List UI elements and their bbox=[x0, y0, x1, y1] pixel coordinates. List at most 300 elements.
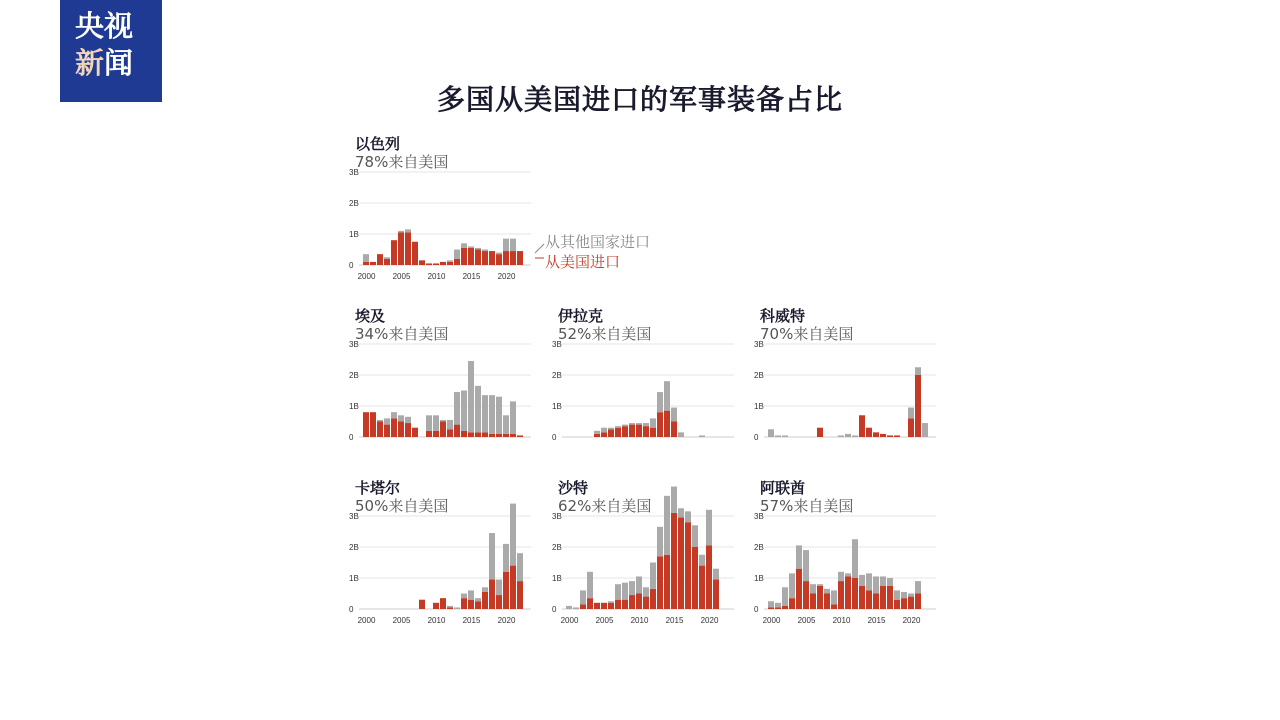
bar-us bbox=[489, 434, 495, 437]
bar-us bbox=[489, 251, 495, 265]
x-tick-label: 2015 bbox=[867, 616, 886, 625]
bar-other bbox=[468, 590, 474, 599]
y-tick-label: 1B bbox=[552, 402, 562, 411]
bar-other bbox=[657, 527, 663, 556]
bar-us bbox=[412, 242, 418, 265]
logo-line-2 bbox=[75, 45, 162, 82]
bar-us bbox=[594, 603, 600, 609]
bar-us bbox=[873, 432, 879, 437]
bar-us bbox=[503, 572, 509, 609]
bar-other bbox=[713, 569, 719, 580]
bar-other bbox=[866, 573, 872, 590]
bar-other bbox=[398, 415, 404, 421]
y-tick-label: 3B bbox=[349, 512, 359, 521]
x-tick-label: 2020 bbox=[902, 616, 921, 625]
bar-us bbox=[468, 248, 474, 265]
y-tick-label: 0 bbox=[349, 605, 354, 614]
bar-us bbox=[447, 429, 453, 437]
bar-us bbox=[887, 435, 893, 437]
bar-us bbox=[608, 429, 614, 437]
bar-us bbox=[636, 594, 642, 610]
bar-other bbox=[782, 435, 788, 437]
chart-subtitle: 62%来自美国 bbox=[558, 497, 652, 515]
bar-us bbox=[419, 260, 425, 265]
bar-us bbox=[671, 513, 677, 609]
bar-other bbox=[782, 587, 788, 606]
x-tick-label: 2000 bbox=[560, 616, 579, 625]
bar-us bbox=[412, 428, 418, 437]
bar-other bbox=[454, 250, 460, 259]
bar-us bbox=[405, 423, 411, 437]
x-tick-label: 2010 bbox=[427, 616, 446, 625]
bar-other bbox=[496, 397, 502, 434]
bar-other bbox=[838, 435, 844, 437]
chart-subtitle: 34%来自美国 bbox=[355, 325, 449, 343]
bar-other bbox=[433, 415, 439, 431]
chart-panel bbox=[552, 305, 748, 465]
y-tick-label: 1B bbox=[552, 574, 562, 583]
bar-other bbox=[887, 578, 893, 586]
bar-other bbox=[636, 423, 642, 425]
chart-title: 阿联酋 bbox=[760, 479, 806, 497]
bar-us bbox=[391, 240, 397, 265]
bar-us bbox=[517, 435, 523, 437]
bar-us bbox=[363, 262, 369, 265]
bar-other bbox=[447, 606, 453, 608]
bar-other bbox=[789, 573, 795, 598]
bar-other bbox=[391, 412, 397, 418]
y-tick-label: 3B bbox=[349, 340, 359, 349]
bar-other bbox=[817, 584, 823, 586]
bar-other bbox=[468, 246, 474, 248]
bar-other bbox=[699, 555, 705, 566]
x-tick-label: 2020 bbox=[497, 272, 516, 281]
bar-other bbox=[454, 607, 460, 609]
bar-us bbox=[461, 431, 467, 437]
bar-us bbox=[398, 232, 404, 265]
bar-us bbox=[433, 263, 439, 265]
y-tick-label: 2B bbox=[349, 543, 359, 552]
bar-us bbox=[866, 428, 872, 437]
bar-other bbox=[685, 511, 691, 522]
bar-us bbox=[496, 595, 502, 609]
bar-other bbox=[608, 428, 614, 430]
bar-other bbox=[650, 418, 656, 427]
bar-us bbox=[447, 262, 453, 265]
y-tick-label: 0 bbox=[552, 433, 557, 442]
bar-other bbox=[503, 544, 509, 572]
bar-us bbox=[859, 415, 865, 437]
bar-us bbox=[594, 434, 600, 437]
chart-subtitle: 78%来自美国 bbox=[355, 153, 449, 171]
bar-other bbox=[650, 563, 656, 589]
bar-us bbox=[608, 603, 614, 609]
bar-other bbox=[461, 594, 467, 599]
bar-us bbox=[775, 607, 781, 609]
bar-us bbox=[377, 254, 383, 265]
bar-other bbox=[901, 592, 907, 598]
bar-us bbox=[664, 555, 670, 609]
bar-us bbox=[908, 418, 914, 437]
bar-us bbox=[440, 262, 446, 265]
bar-other bbox=[922, 423, 928, 437]
bar-other bbox=[363, 254, 369, 262]
bar-us bbox=[859, 586, 865, 609]
x-tick-label: 2010 bbox=[832, 616, 851, 625]
bar-other bbox=[831, 590, 837, 604]
x-tick-label: 2010 bbox=[630, 616, 649, 625]
bar-us bbox=[475, 250, 481, 266]
bar-us bbox=[699, 566, 705, 609]
bar-us bbox=[433, 603, 439, 609]
bar-other bbox=[629, 423, 635, 425]
bar-other bbox=[398, 231, 404, 233]
bar-other bbox=[824, 589, 830, 594]
bar-us bbox=[706, 545, 712, 609]
bar-us bbox=[866, 590, 872, 609]
bar-other bbox=[587, 572, 593, 598]
bar-us bbox=[880, 586, 886, 609]
bar-us bbox=[908, 597, 914, 609]
bar-us bbox=[496, 254, 502, 265]
bar-us bbox=[587, 598, 593, 609]
bar-other bbox=[496, 580, 502, 596]
chart-panel bbox=[349, 305, 545, 465]
chart-title: 伊拉克 bbox=[558, 307, 604, 325]
chart-panel bbox=[349, 133, 545, 293]
bar-other bbox=[908, 408, 914, 419]
bar-other bbox=[468, 361, 474, 432]
bar-us bbox=[454, 425, 460, 437]
y-tick-label: 3B bbox=[552, 340, 562, 349]
bar-other bbox=[405, 229, 411, 232]
bar-us bbox=[384, 259, 390, 265]
legend-other-label: 从其他国家进口 bbox=[545, 233, 651, 251]
bar-us bbox=[915, 594, 921, 610]
bar-other bbox=[664, 496, 670, 555]
chart-title: 卡塔尔 bbox=[355, 479, 401, 497]
bar-us bbox=[601, 432, 607, 437]
bar-us bbox=[622, 600, 628, 609]
legend-us-label: 从美国进口 bbox=[545, 253, 621, 271]
bar-us bbox=[496, 434, 502, 437]
bar-us bbox=[838, 581, 844, 609]
bar-other bbox=[678, 432, 684, 437]
bar-us bbox=[782, 606, 788, 609]
bar-other bbox=[852, 539, 858, 578]
bar-us bbox=[503, 251, 509, 265]
bar-other bbox=[496, 253, 502, 255]
bar-us bbox=[447, 607, 453, 609]
y-tick-label: 0 bbox=[754, 605, 759, 614]
bar-us bbox=[370, 262, 376, 265]
x-tick-label: 2000 bbox=[762, 616, 781, 625]
bar-us bbox=[657, 412, 663, 437]
bar-us bbox=[363, 412, 369, 437]
bar-us bbox=[384, 425, 390, 437]
bar-other bbox=[580, 590, 586, 604]
bar-other bbox=[482, 395, 488, 432]
chart-subtitle: 50%来自美国 bbox=[355, 497, 449, 515]
bar-other bbox=[405, 417, 411, 423]
bar-other bbox=[643, 423, 649, 426]
bar-other bbox=[384, 418, 390, 424]
bar-us bbox=[510, 251, 516, 265]
bar-other bbox=[503, 415, 509, 434]
bar-us bbox=[643, 426, 649, 437]
bar-us bbox=[671, 422, 677, 438]
x-tick-label: 2000 bbox=[357, 272, 376, 281]
bar-us bbox=[370, 412, 376, 437]
bar-us bbox=[468, 600, 474, 609]
bar-other bbox=[699, 435, 705, 437]
y-tick-label: 0 bbox=[349, 433, 354, 442]
bar-other bbox=[489, 395, 495, 434]
bar-us bbox=[650, 428, 656, 437]
bar-other bbox=[678, 508, 684, 517]
bar-us bbox=[901, 598, 907, 609]
bar-us bbox=[803, 581, 809, 609]
bar-us bbox=[852, 578, 858, 609]
bar-us bbox=[915, 375, 921, 437]
bar-us bbox=[824, 594, 830, 610]
bar-chart bbox=[552, 340, 748, 459]
chart-title: 沙特 bbox=[558, 479, 589, 497]
y-tick-label: 2B bbox=[754, 543, 764, 552]
chart-title: 科威特 bbox=[760, 307, 806, 325]
bar-chart bbox=[349, 340, 545, 459]
bar-us bbox=[643, 597, 649, 609]
bar-us bbox=[475, 601, 481, 609]
y-tick-label: 2B bbox=[552, 543, 562, 552]
bar-other bbox=[796, 545, 802, 568]
bar-us bbox=[461, 598, 467, 609]
bar-other bbox=[517, 553, 523, 581]
bar-other bbox=[845, 573, 851, 576]
bar-us bbox=[454, 259, 460, 265]
bar-other bbox=[636, 576, 642, 593]
bar-other bbox=[768, 601, 774, 607]
bar-other bbox=[447, 260, 453, 262]
bar-us bbox=[887, 586, 893, 609]
bar-other bbox=[706, 510, 712, 546]
bar-us bbox=[405, 232, 411, 265]
chart-title: 以色列 bbox=[355, 135, 401, 153]
bar-us bbox=[768, 607, 774, 609]
y-tick-label: 3B bbox=[754, 512, 764, 521]
bar-us bbox=[636, 425, 642, 437]
bar-us bbox=[482, 432, 488, 437]
bar-other bbox=[384, 257, 390, 259]
bar-other bbox=[622, 583, 628, 600]
bar-us bbox=[629, 425, 635, 437]
bar-other bbox=[838, 572, 844, 581]
x-tick-label: 2005 bbox=[392, 616, 411, 625]
page-title: 多国从美国进口的军事装备占比 bbox=[436, 83, 843, 116]
bar-other bbox=[573, 607, 579, 609]
bar-us bbox=[796, 569, 802, 609]
bar-us bbox=[810, 594, 816, 610]
bar-us bbox=[789, 598, 795, 609]
y-tick-label: 0 bbox=[754, 433, 759, 442]
bar-us bbox=[713, 580, 719, 609]
bar-chart bbox=[349, 168, 545, 287]
bar-other bbox=[768, 429, 774, 437]
bar-other bbox=[510, 401, 516, 434]
bar-other bbox=[510, 239, 516, 251]
bar-us bbox=[664, 411, 670, 437]
bar-other bbox=[664, 381, 670, 410]
chart-panel bbox=[349, 477, 545, 637]
x-tick-label: 2005 bbox=[797, 616, 816, 625]
bar-other bbox=[775, 435, 781, 437]
bar-us bbox=[880, 434, 886, 437]
bar-other bbox=[475, 248, 481, 250]
y-tick-label: 3B bbox=[754, 340, 764, 349]
bar-other bbox=[810, 584, 816, 593]
bar-us bbox=[831, 604, 837, 609]
bar-us bbox=[510, 434, 516, 437]
bar-us bbox=[510, 566, 516, 609]
bar-us bbox=[678, 518, 684, 609]
bar-us bbox=[433, 431, 439, 437]
x-tick-label: 2015 bbox=[462, 272, 481, 281]
bar-other bbox=[489, 533, 495, 580]
bar-us bbox=[629, 595, 635, 609]
y-tick-label: 1B bbox=[349, 574, 359, 583]
bar-other bbox=[608, 601, 614, 603]
bar-other bbox=[629, 581, 635, 595]
bar-us bbox=[426, 431, 432, 437]
bar-other bbox=[454, 392, 460, 425]
bar-us bbox=[657, 556, 663, 609]
x-tick-label: 2015 bbox=[665, 616, 684, 625]
bar-other bbox=[915, 581, 921, 593]
x-tick-label: 2015 bbox=[462, 616, 481, 625]
chart-panel bbox=[754, 305, 950, 465]
bar-us bbox=[398, 422, 404, 438]
x-tick-label: 2005 bbox=[595, 616, 614, 625]
bar-chart bbox=[349, 512, 545, 631]
bar-us bbox=[615, 600, 621, 609]
bar-us bbox=[440, 598, 446, 609]
bar-other bbox=[803, 550, 809, 581]
bar-us bbox=[894, 600, 900, 609]
chart-subtitle: 52%来自美国 bbox=[558, 325, 652, 343]
bar-other bbox=[915, 367, 921, 375]
logo-line-1: 央视 bbox=[75, 9, 134, 43]
bar-us bbox=[817, 586, 823, 609]
y-tick-label: 3B bbox=[349, 168, 359, 177]
bar-us bbox=[601, 603, 607, 609]
bar-us bbox=[650, 589, 656, 609]
bar-other bbox=[615, 584, 621, 600]
x-tick-label: 2000 bbox=[357, 616, 376, 625]
bar-us bbox=[685, 522, 691, 609]
y-tick-label: 1B bbox=[349, 402, 359, 411]
bar-other bbox=[447, 420, 453, 429]
chart-panel bbox=[754, 477, 950, 637]
bar-chart bbox=[754, 512, 950, 631]
bar-us bbox=[391, 418, 397, 437]
chart-subtitle: 70%来自美国 bbox=[760, 325, 854, 343]
x-tick-label: 2010 bbox=[427, 272, 446, 281]
bar-other bbox=[859, 575, 865, 586]
y-tick-label: 1B bbox=[754, 402, 764, 411]
bar-other bbox=[475, 386, 481, 433]
bar-other bbox=[894, 590, 900, 599]
y-tick-label: 1B bbox=[349, 230, 359, 239]
bar-other bbox=[503, 239, 509, 251]
bar-chart bbox=[552, 512, 748, 631]
bar-other bbox=[377, 420, 383, 422]
x-tick-label: 2005 bbox=[392, 272, 411, 281]
bar-other bbox=[594, 431, 600, 434]
bar-other bbox=[615, 426, 621, 428]
bar-us bbox=[426, 263, 432, 265]
bar-us bbox=[845, 576, 851, 609]
bar-other bbox=[461, 391, 467, 431]
chart-subtitle: 57%来自美国 bbox=[760, 497, 854, 515]
chart-panel bbox=[552, 477, 748, 637]
logo-char-xin: 新 bbox=[75, 46, 105, 80]
y-tick-label: 2B bbox=[754, 371, 764, 380]
bar-us bbox=[580, 604, 586, 609]
bar-us bbox=[440, 422, 446, 438]
y-tick-label: 0 bbox=[552, 605, 557, 614]
bar-us bbox=[419, 600, 425, 609]
bar-other bbox=[566, 606, 572, 609]
bar-other bbox=[657, 392, 663, 412]
x-tick-label: 2020 bbox=[497, 616, 516, 625]
bar-us bbox=[489, 580, 495, 609]
x-tick-label: 2020 bbox=[700, 616, 719, 625]
bar-chart bbox=[754, 340, 950, 459]
bar-other bbox=[873, 576, 879, 593]
bar-other bbox=[775, 603, 781, 608]
bar-us bbox=[377, 422, 383, 438]
bar-us bbox=[517, 251, 523, 265]
bar-other bbox=[852, 435, 858, 437]
bar-other bbox=[845, 434, 851, 437]
bar-us bbox=[468, 432, 474, 437]
bar-us bbox=[475, 432, 481, 437]
bar-us bbox=[503, 434, 509, 437]
bar-us bbox=[873, 594, 879, 610]
bar-us bbox=[817, 428, 823, 437]
bar-other bbox=[510, 504, 516, 566]
bar-other bbox=[440, 420, 446, 422]
bar-us bbox=[894, 435, 900, 437]
bar-other bbox=[461, 243, 467, 248]
bar-other bbox=[880, 576, 886, 585]
bar-us bbox=[615, 428, 621, 437]
legend-leader-other bbox=[535, 244, 544, 253]
y-tick-label: 0 bbox=[349, 261, 354, 270]
bar-us bbox=[517, 581, 523, 609]
bar-us bbox=[461, 248, 467, 265]
bar-other bbox=[622, 425, 628, 427]
y-tick-label: 1B bbox=[754, 574, 764, 583]
bar-other bbox=[692, 525, 698, 547]
bar-other bbox=[908, 594, 914, 597]
bar-other bbox=[671, 408, 677, 422]
bar-other bbox=[671, 487, 677, 513]
bar-us bbox=[622, 426, 628, 437]
bar-other bbox=[475, 598, 481, 601]
bar-us bbox=[692, 547, 698, 609]
bar-other bbox=[426, 415, 432, 431]
